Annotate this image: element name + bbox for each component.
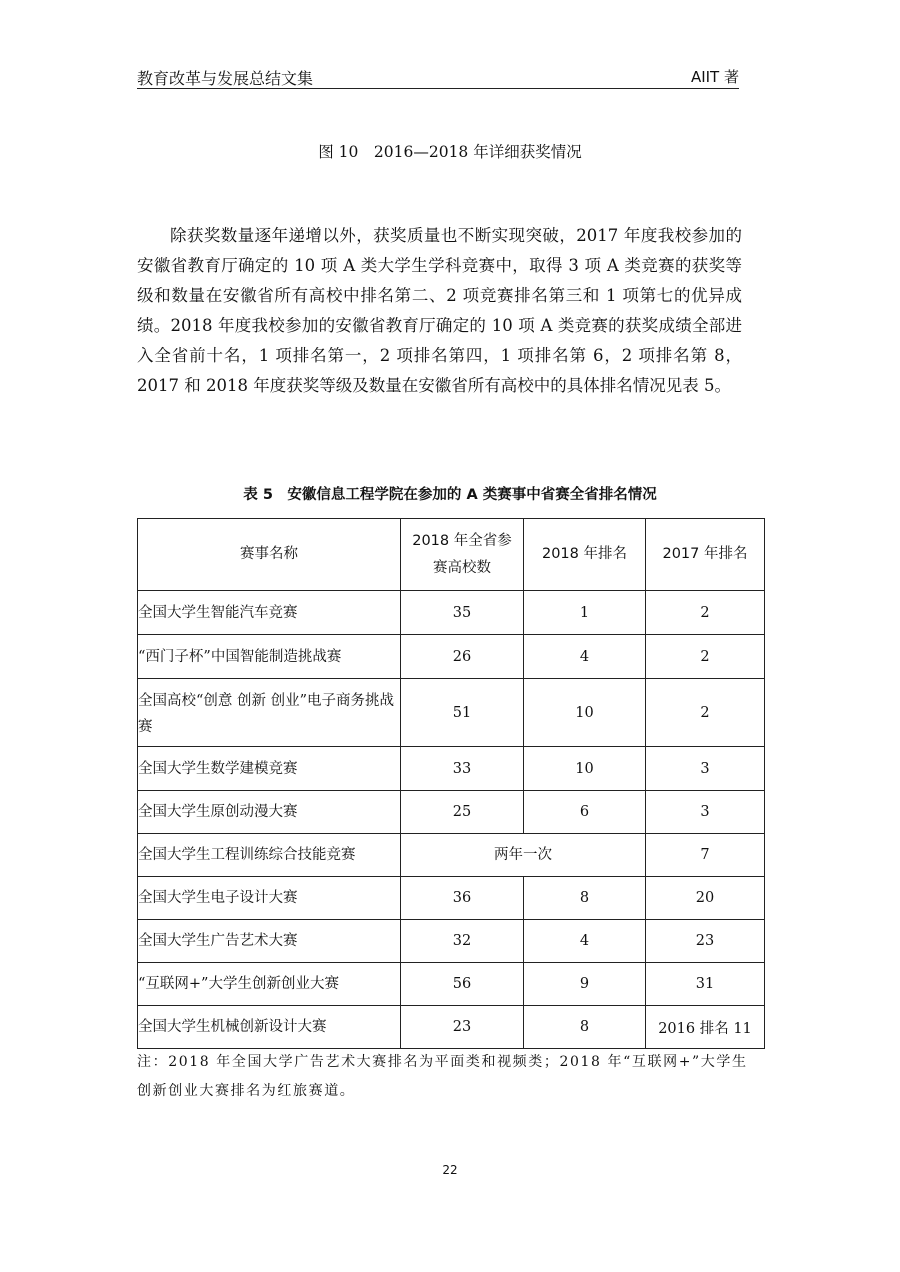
figure-caption: 图 10 2016—2018 年详细获奖情况 <box>318 143 582 161</box>
header-author: AIIT 著 <box>690 68 739 86</box>
rank-2018: 1 <box>524 591 646 635</box>
table-row <box>138 791 765 834</box>
column-header-event: 赛事名称 <box>138 519 401 591</box>
rank-2018: 4 <box>524 920 646 963</box>
table-row <box>138 747 765 791</box>
event-name: 全国大学生工程训练综合技能竞赛 <box>138 834 401 877</box>
page-number: 22 <box>442 1163 458 1177</box>
school-count: 35 <box>401 591 524 635</box>
rank-2018: 10 <box>524 679 646 747</box>
event-name: 全国大学生原创动漫大赛 <box>138 791 401 834</box>
rank-2018: 6 <box>524 791 646 834</box>
ranking-table <box>137 518 765 1049</box>
school-count: 23 <box>401 1006 524 1049</box>
rank-2018: 8 <box>524 877 646 920</box>
page-header <box>137 64 739 89</box>
rank-2017: 3 <box>646 747 765 791</box>
rank-2017: 31 <box>646 963 765 1006</box>
body-paragraph: 除获奖数量逐年递增以外，获奖质量也不断实现突破，2017 年度我校参加的安徽省教育厅确定的 10 项 A 类大学生学科竞赛中，取得 3 项 A 类竞赛的获奖等级和数量在安徽省所有高校中排名第二、2 项竞赛排名第三和 1 项第七的优异成绩。2018 年度我校参加的安徽省教育厅确定的 10 项 A 类竞赛的获奖成绩全部进入全省前十名，1 项排名第一，2 项排名第四，1 项排名第 6，2 项排名第 8，2017 和 2018 年度获奖等级及数量在安徽省所有高校中的具体排名情况见表 5。 <box>137 226 742 395</box>
rank-2017: 23 <box>646 920 765 963</box>
rank-2017: 7 <box>646 834 765 877</box>
event-name: “互联网+”大学生创新创业大赛 <box>138 963 401 1006</box>
event-name: 全国大学生智能汽车竞赛 <box>138 591 401 635</box>
table-header-row <box>138 519 765 591</box>
event-name: “西门子杯”中国智能制造挑战赛 <box>138 635 401 679</box>
table-row <box>138 591 765 635</box>
event-name: 全国高校“创意 创新 创业”电子商务挑战赛 <box>138 679 401 747</box>
biennial-note: 两年一次 <box>401 834 646 877</box>
column-header-schools: 2018 年全省参赛高校数 <box>401 519 524 591</box>
column-header-rank-2017: 2017 年排名 <box>646 519 765 591</box>
school-count: 36 <box>401 877 524 920</box>
rank-2018: 9 <box>524 963 646 1006</box>
header-book-title: 教育改革与发展总结文集 <box>137 69 314 88</box>
rank-2017: 2 <box>646 591 765 635</box>
table-row <box>138 1006 765 1049</box>
event-name: 全国大学生数学建模竞赛 <box>138 747 401 791</box>
rank-2017: 2 <box>646 635 765 679</box>
school-count: 51 <box>401 679 524 747</box>
table-caption: 表 5 安徽信息工程学院在参加的 A 类赛事中省赛全省排名情况 <box>243 487 657 503</box>
rank-2018: 8 <box>524 1006 646 1049</box>
school-count: 26 <box>401 635 524 679</box>
rank-2018: 10 <box>524 747 646 791</box>
rank-2017: 2016 排名 11 <box>646 1006 765 1049</box>
school-count: 25 <box>401 791 524 834</box>
rank-2017: 2 <box>646 679 765 747</box>
event-name: 全国大学生电子设计大赛 <box>138 877 401 920</box>
table-footnote: 注：2018 年全国大学广告艺术大赛排名为平面类和视频类；2018 年“互联网+”大学生创新创业大赛排名为红旅赛道。 <box>137 1054 748 1099</box>
table-row <box>138 635 765 679</box>
table-row <box>138 834 765 877</box>
rank-2018: 4 <box>524 635 646 679</box>
school-count: 32 <box>401 920 524 963</box>
table-row <box>138 679 765 747</box>
table-row <box>138 963 765 1006</box>
rank-2017: 3 <box>646 791 765 834</box>
rank-2017: 20 <box>646 877 765 920</box>
column-header-rank-2018: 2018 年排名 <box>524 519 646 591</box>
table-row <box>138 877 765 920</box>
school-count: 33 <box>401 747 524 791</box>
school-count: 56 <box>401 963 524 1006</box>
event-name: 全国大学生机械创新设计大赛 <box>138 1006 401 1049</box>
event-name: 全国大学生广告艺术大赛 <box>138 920 401 963</box>
table-row <box>138 920 765 963</box>
